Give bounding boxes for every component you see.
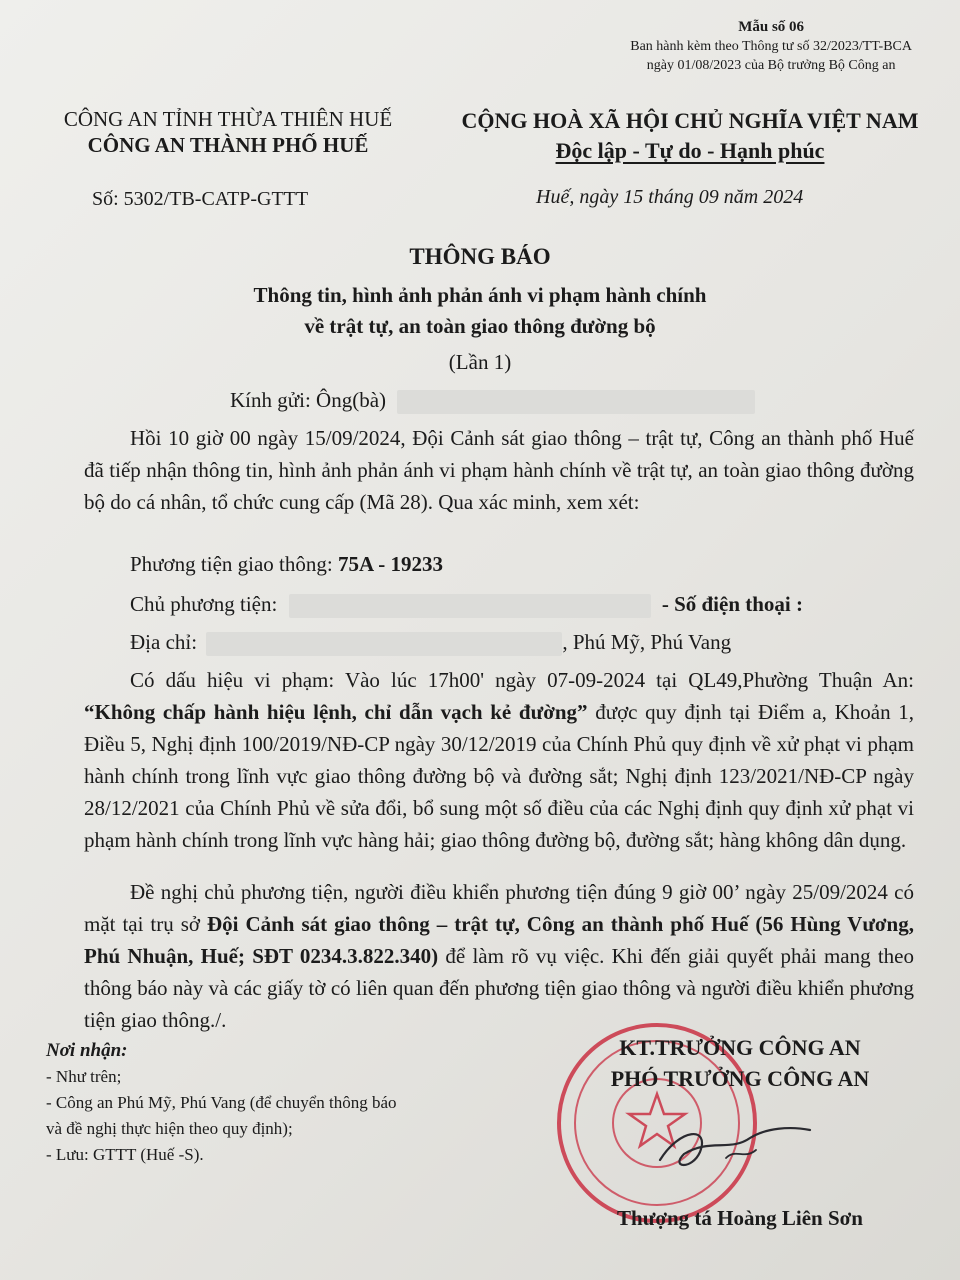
place-date: Huế, ngày 15 tháng 09 năm 2024 <box>536 186 804 208</box>
intro-paragraph: Hồi 10 giờ 00 ngày 15/09/2024, Đội Cảnh sát giao thông – trật tự, Công an thành phố Huế đã tiếp nhận thông tin, hình ảnh phản ánh vi phạm hành chính về trật tự, an toàn giao thông đường bộ do cá nhân, tổ chức cung cấp (Mã 28). Qua xác minh, xem xét: <box>84 426 914 514</box>
form-header-line1: Ban hành kèm theo Thông tư số 32/2023/TT-BCA <box>630 39 912 54</box>
notice-count: (Lần 1) <box>448 350 512 374</box>
request-text-1: Đề nghị chủ phương tiện, người điều khiển phương tiện đúng 9 giờ 00’ ngày 25/09/2024 có mặt tại trụ sở <box>84 880 914 936</box>
redacted-recipient <box>397 390 755 414</box>
subtitle-line2: về trật tự, an toàn giao thông đường bộ <box>304 314 656 338</box>
signer-name: Thượng tá Hoàng Liên Sơn <box>617 1206 863 1230</box>
receiver-item: - Lưu: GTTT (Huế -S). <box>46 1145 204 1164</box>
document-number: Số: 5302/TB-CATP-GTTT <box>92 188 309 210</box>
owner-label: Chủ phương tiện: <box>130 592 278 616</box>
redacted-owner <box>289 594 651 618</box>
receivers-block <box>46 1038 397 1168</box>
violation-quote: “Không chấp hành hiệu lệnh, chỉ dẫn vạch kẻ đường” <box>84 700 588 724</box>
phone-label: - Số điện thoại : <box>661 592 804 616</box>
address-line <box>130 626 731 658</box>
receiver-item: - Như trên; <box>46 1067 122 1086</box>
recipient-label: Kính gửi: Ông(bà) <box>230 388 387 412</box>
org-line1: CÔNG AN TỈNH THỪA THIÊN HUẾ <box>63 107 393 131</box>
signature-title <box>560 1032 920 1094</box>
sign-line2: PHÓ TRƯỞNG CÔNG AN <box>610 1066 870 1091</box>
violation-text-2: được quy định tại Điểm a, Khoản 1, Điều 5, Nghị định 100/2019/NĐ-CP ngày 30/12/2019 của Chính Phủ quy định về xử phạt vi phạm hành chính trong lĩnh vực giao thông đường bộ và đường sắt; Nghị định 123/2021/NĐ-CP ngày 28/12/2021 của Chính Phủ về sửa đổi, bổ sung một số điều của các Nghị định quy định xử phạt vi phạm hành chính trong lĩnh vực hàng hải; giao thông đường bộ, đường sắt; hàng không dân dụng. <box>84 700 914 852</box>
request-location: Đội Cảnh sát giao thông – trật tự, Công an thành phố Huế (56 Hùng Vương, Phú Nhuận, Huế; SĐT 0234.3.822.340) <box>84 912 914 968</box>
form-header-line2: ngày 01/08/2023 của Bộ trưởng Bộ Công an <box>646 58 896 73</box>
address-label: Địa chỉ: <box>130 630 198 654</box>
request-paragraph <box>84 876 914 1036</box>
vehicle-label: Phương tiện giao thông: <box>130 552 338 576</box>
request-text-2: để làm rõ vụ việc. Khi đến giải quyết phải mang theo thông báo này và các giấy tờ có liên quan đến phương tiện giao thông và người điều khiển phương tiện giao thông./. <box>84 944 915 1032</box>
address-value: , Phú Mỹ, Phú Vang <box>562 630 732 654</box>
vehicle-line <box>130 548 443 580</box>
redacted-address <box>206 632 562 656</box>
document-title: THÔNG BÁO <box>409 244 551 269</box>
handwritten-signature <box>640 1108 820 1188</box>
nation-line1: CỘNG HOÀ XÃ HỘI CHỦ NGHĨA VIỆT NAM <box>461 108 919 133</box>
violation-text-1: Có dấu hiệu vi phạm: Vào lúc 17h00' ngày 07-09-2024 tại QL49,Phường Thuận An: <box>130 668 914 692</box>
receiver-item: - Công an Phú Mỹ, Phú Vang (để chuyển thông báo <box>46 1093 397 1112</box>
receiver-item: và đề nghị thực hiện theo quy định); <box>46 1119 293 1138</box>
receivers-heading: Nơi nhận: <box>46 1040 128 1061</box>
violation-paragraph <box>84 664 914 856</box>
national-motto <box>430 106 950 166</box>
sign-line1: KT.TRƯỞNG CÔNG AN <box>619 1035 861 1060</box>
issuing-organization <box>28 106 428 158</box>
owner-line <box>130 588 803 620</box>
recipient-line <box>230 384 755 416</box>
nation-line2: Độc lập - Tự do - Hạnh phúc <box>555 138 825 163</box>
vehicle-plate: 75A - 19233 <box>337 552 443 576</box>
document-subtitle <box>0 280 960 342</box>
form-header <box>630 18 912 75</box>
org-line2: CÔNG AN THÀNH PHỐ HUẾ <box>87 133 369 157</box>
subtitle-line1: Thông tin, hình ảnh phản ánh vi phạm hành chính <box>253 283 707 307</box>
form-number: Mẫu số 06 <box>738 19 805 35</box>
